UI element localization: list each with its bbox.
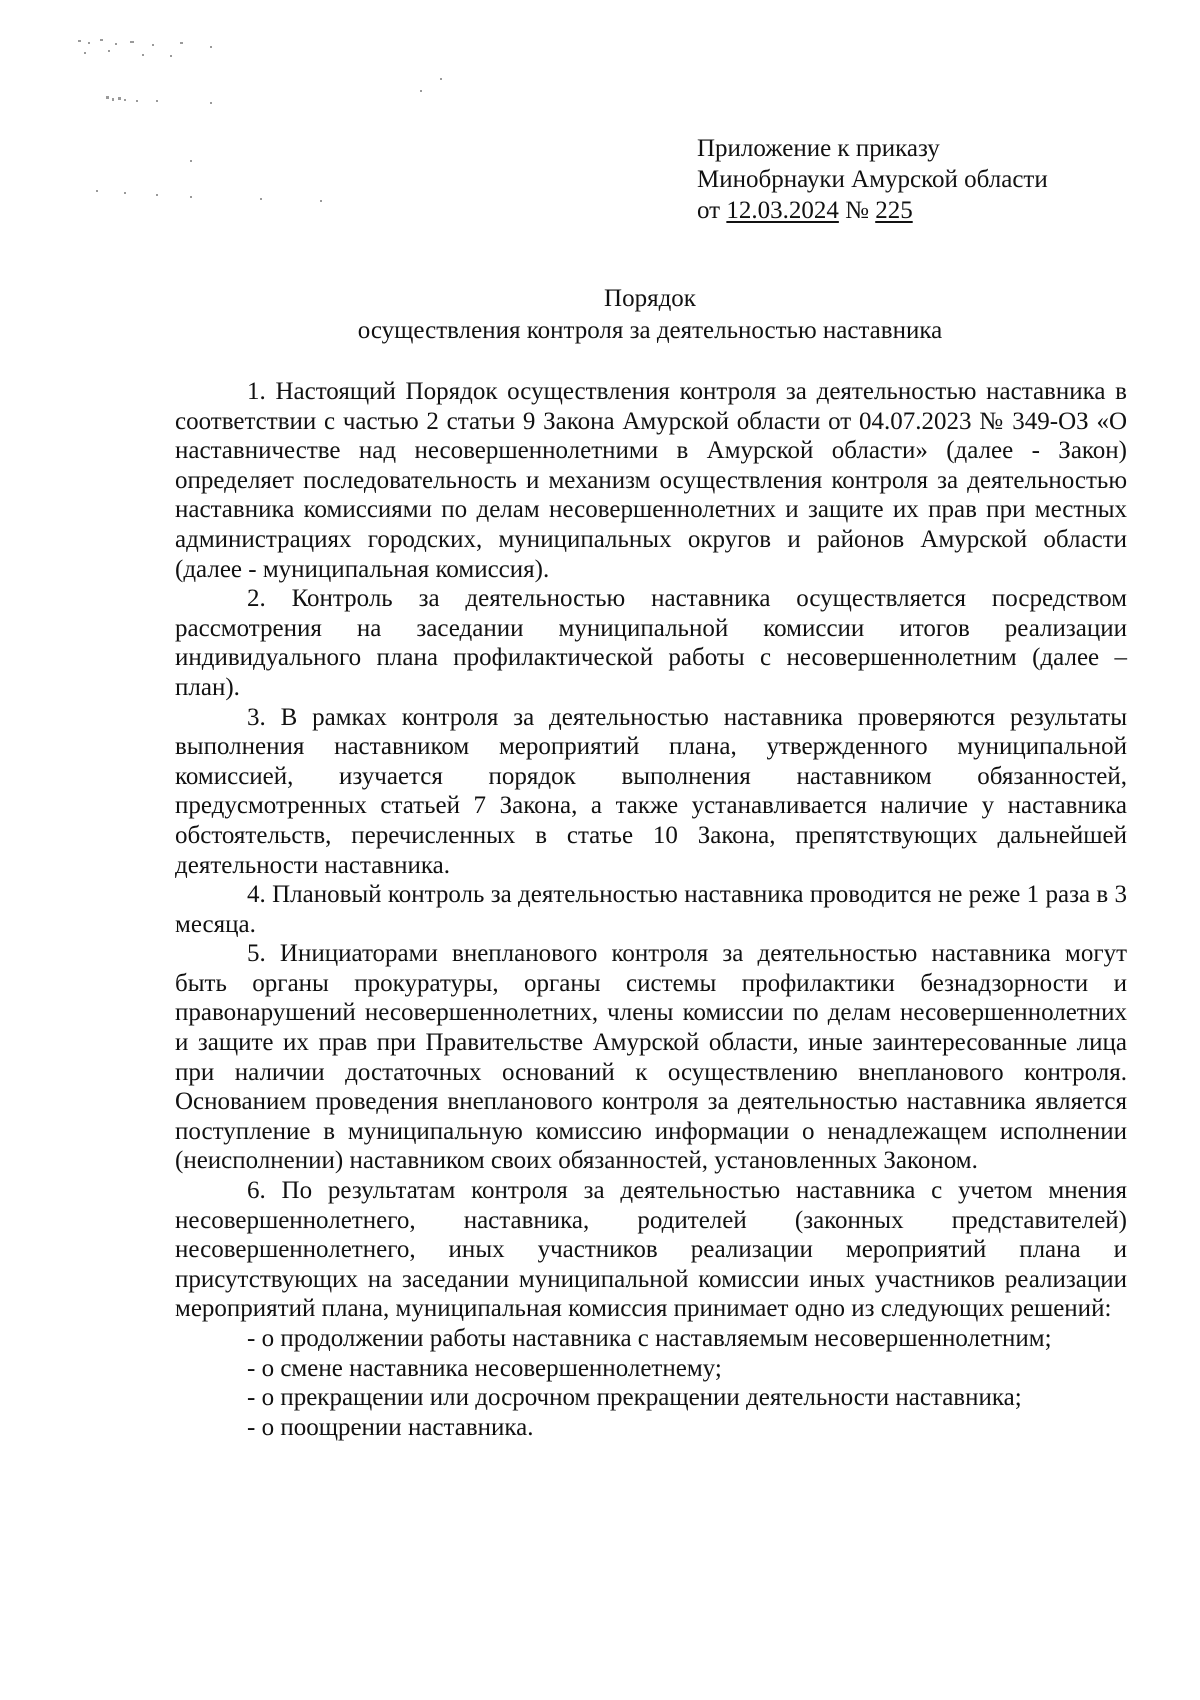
appendix-line-1: Приложение к приказу <box>697 135 940 162</box>
decision-item-1: - о продолжении работы наставника с наставляемым несовершеннолетним; <box>247 1325 1052 1352</box>
paragraph-4: 4. Плановый контроль за деятельностью наставника проводится не реже 1 раза в 3 месяца. <box>175 881 1127 938</box>
paragraph-5: 5. Инициаторами внепланового контроля за деятельностью наставника могут быть органы прокуратуры, органы системы профилактики безнадзорности и правонарушений несовершеннолетних, члены комиссии по делам несовершеннолетних и защите их прав при Правительстве Амурской области, иные заинтересованные лица при наличии достаточных оснований к осуществлению внепланового контроля. Основанием проведения внепланового контроля за деятельностью наставника является поступление в муниципальную комиссию информации о ненадлежащем исполнении (неисполнении) наставником своих обязанностей, установленных Законом. <box>175 940 1127 1175</box>
number-sign: № <box>845 197 869 224</box>
paragraph-6: 6. По результатам контроля за деятельностью наставника с учетом мнения несовершеннолетнего, наставника, родителей (законных представителей) несовершеннолетнего, иных участников реализации мероприятий плана и присутствующих на заседании муниципальной комиссии иных участников реализации мероприятий плана, муниципальная комиссия принимает одно из следующих решений: <box>175 1177 1127 1323</box>
appendix-prefix: от <box>697 197 721 224</box>
appendix-header <box>697 133 1048 226</box>
order-date: 12.03.2024 <box>726 197 839 224</box>
paragraph-1: 1. Настоящий Порядок осуществления контроля за деятельностью наставника в соответствии с частью 2 статьи 9 Закона Амурской области от 04.07.2023 № 349-ОЗ «О наставничестве над несовершеннолетними в Амурской области» (далее - Закон) определяет последовательность и механизм осуществления контроля за деятельностью наставника комиссиями по делам несовершеннолетних и защите их прав при местных администрациях городских, муниципальных округов и районов Амурской области (далее - муниципальная комиссия). <box>175 378 1127 583</box>
scan-noise-marks <box>60 30 500 230</box>
paragraph-3: 3. В рамках контроля за деятельностью наставника проверяются результаты выполнения наставником мероприятий плана, утвержденного муниципальной комиссией, изучается порядок выполнения наставником обязанностей, предусмотренных статьей 7 Закона, а также устанавливается наличие у наставника обстоятельств, перечисленных в статье 10 Закона, препятствующих дальнейшей деятельности наставника. <box>175 703 1127 879</box>
title-line-1: Порядок <box>604 285 696 312</box>
decision-item-2: - о смене наставника несовершеннолетнему; <box>247 1354 722 1382</box>
title-line-2: осуществления контроля за деятельностью наставника <box>357 317 943 344</box>
document-title <box>173 283 1127 347</box>
appendix-line-2: Минобрнауки Амурской области <box>697 166 1048 193</box>
appendix-line-3 <box>697 195 1048 226</box>
decision-item-4: - о поощрении наставника. <box>247 1413 534 1441</box>
decision-item-3: - о прекращении или досрочном прекращении деятельности наставника; <box>247 1384 1022 1412</box>
paragraph-2: 2. Контроль за деятельностью наставника осуществляется посредством рассмотрения на заседании муниципальной комиссии итогов реализации индивидуального плана профилактической работы с несовершеннолетним (далее – план). <box>175 585 1127 701</box>
document-body <box>175 377 1127 1442</box>
order-number: 225 <box>875 197 913 224</box>
